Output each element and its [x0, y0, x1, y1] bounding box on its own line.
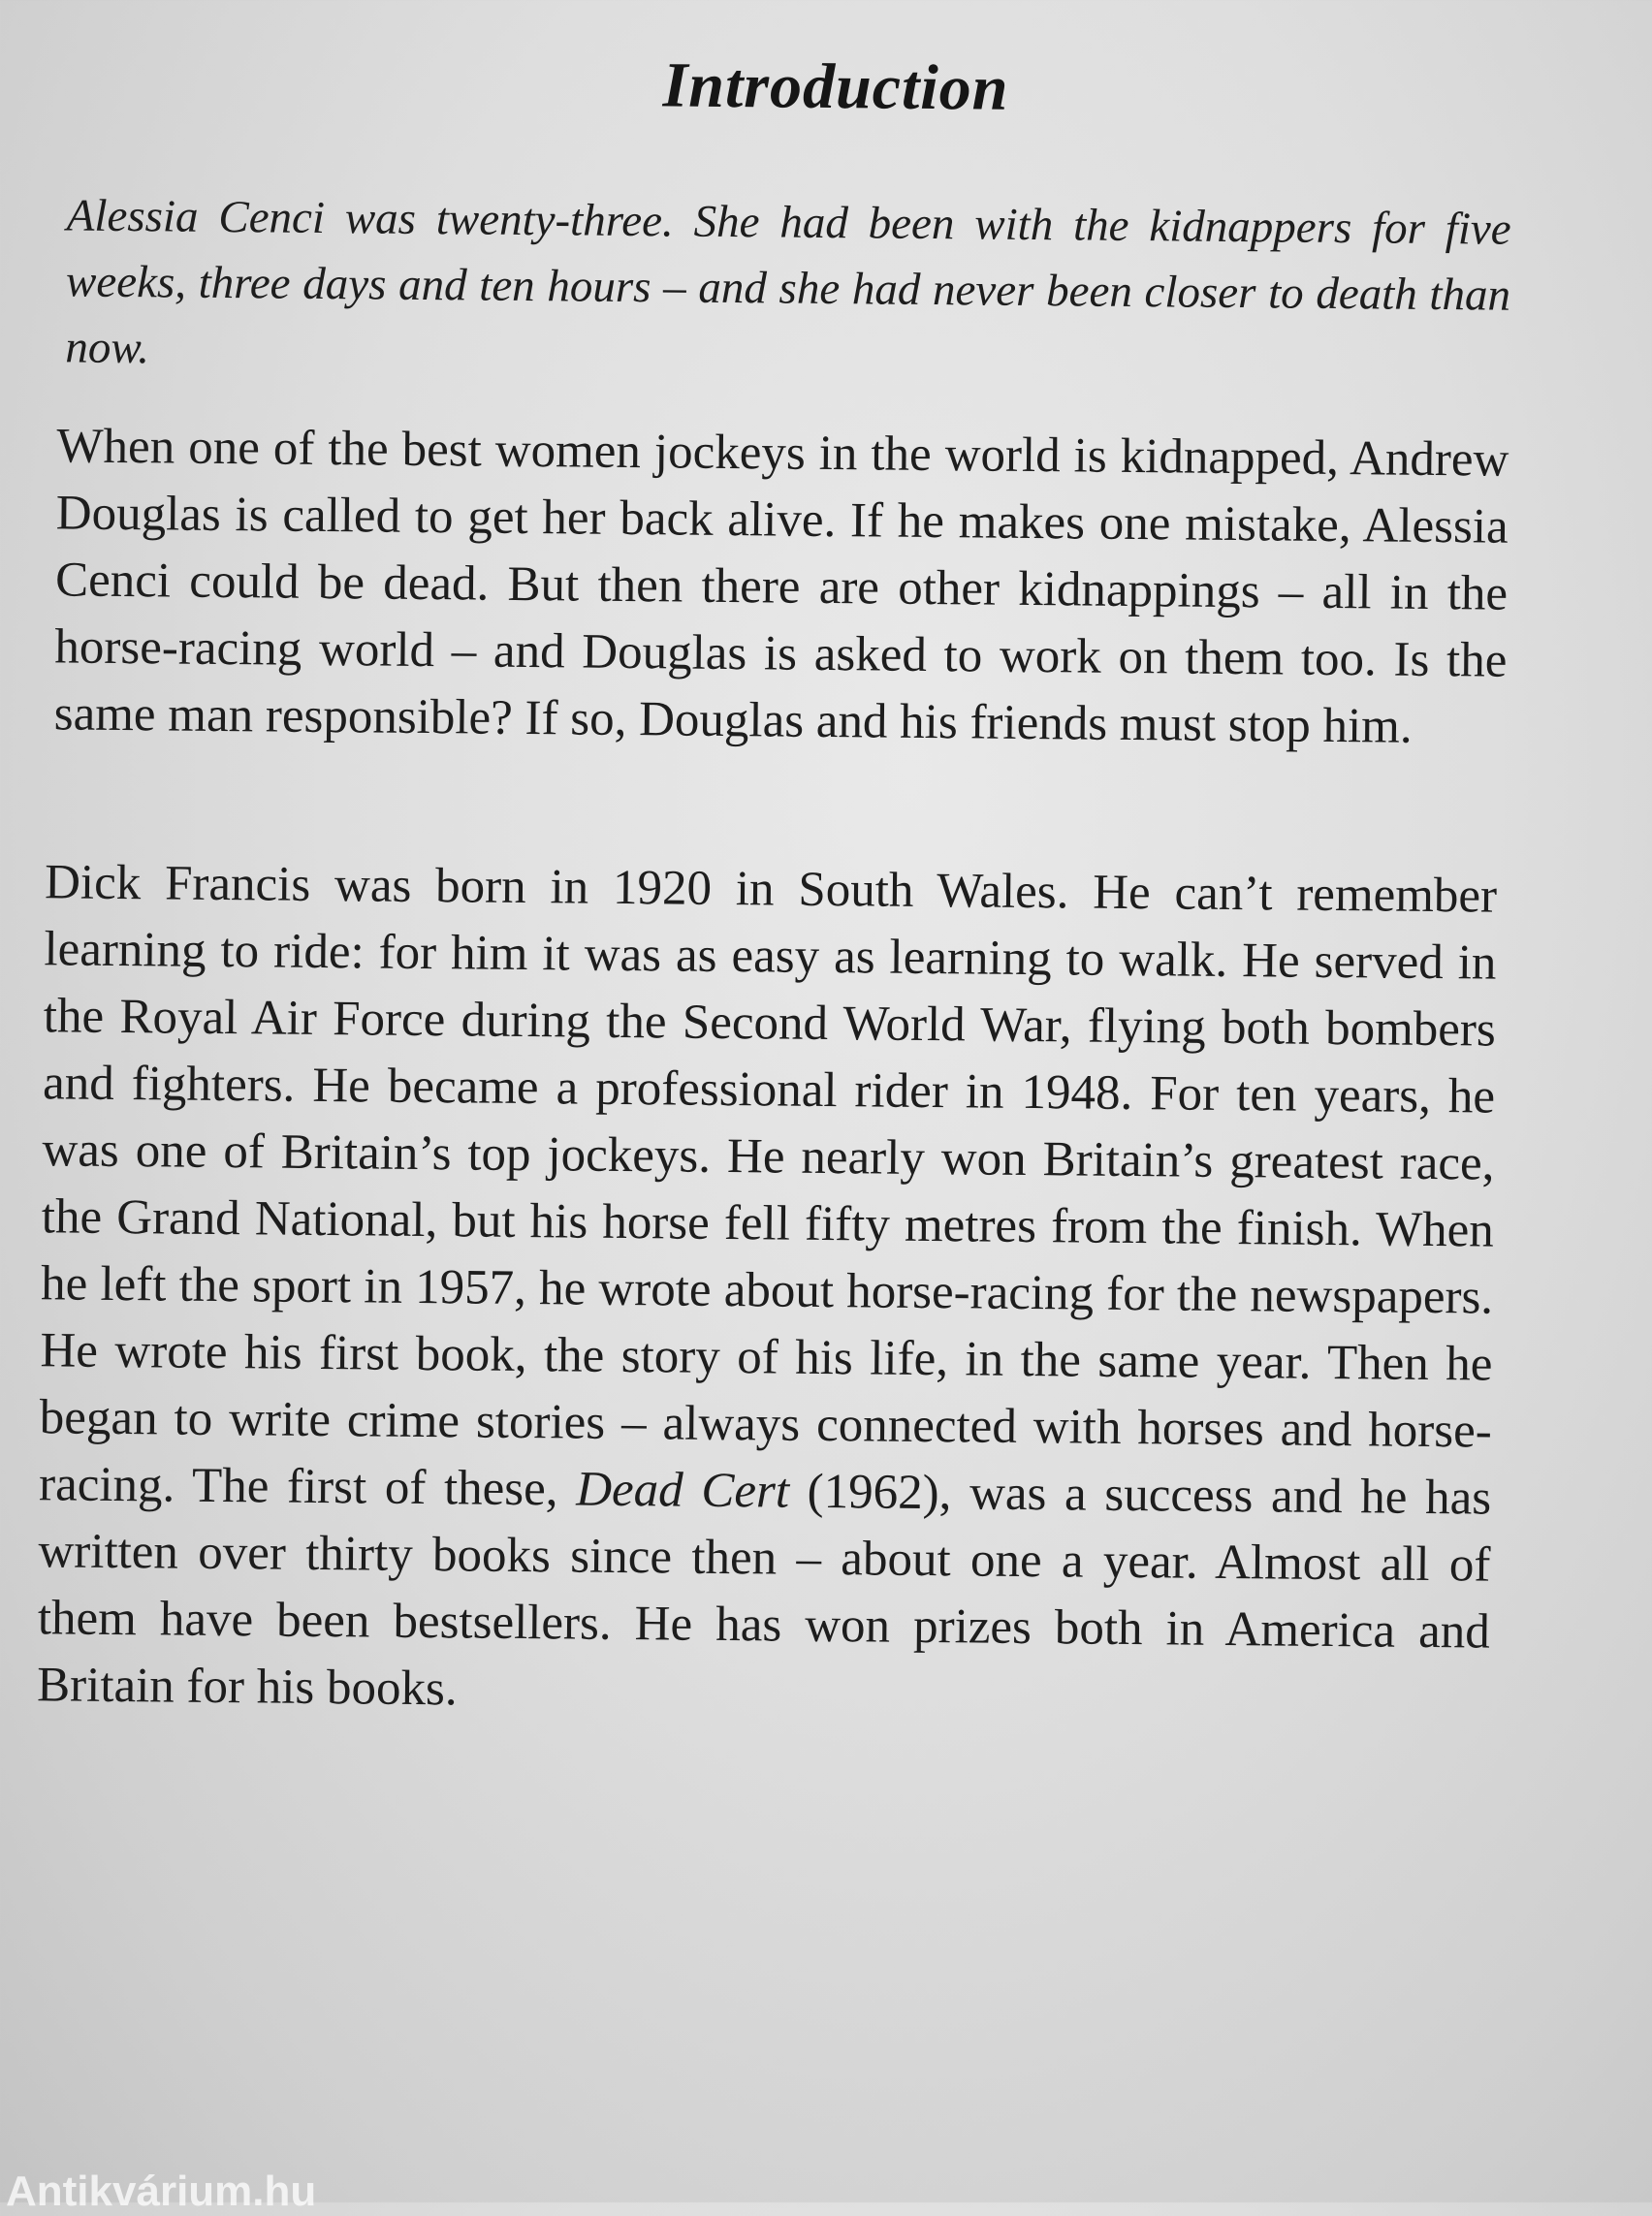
author-bio-text-end: (1962), was a success and he has written over thirty books since then – about one a year. Almost all of them have been bestsellers. He has won prizes both in America and Britain for his books.: [36, 1464, 1492, 1717]
intro-italic-paragraph: Alessia Cenci was twenty-three. She had been with the kidnappers for five weeks, three days and ten hours – and she had never been closer to death than now.: [65, 190, 1511, 374]
author-bio-paragraph: [37, 849, 1498, 1732]
synopsis-paragraph: When one of the best women jockeys in the world is kidnapped, Andrew Douglas is called to get her back alive. If he makes one mistake, Alessia Cenci could be dead. But then there are other kidnappings – all in the horse-racing world – and Douglas is asked to work on them too. Is the same man responsible? If so, Douglas and his friends must stop him.: [53, 419, 1509, 754]
book-title-dead-cert: Dead Cert: [575, 1462, 790, 1519]
page-title: Introduction: [662, 49, 1009, 124]
author-bio-text-start: Dick Francis was born in 1920 in South Wales. He can’t remember learning to ride: for him it was as easy as learning to walk. He served in the Royal Air Force during the Second World War, flying both bombers and fighters. He became a professional rider in 1948. For ten years, he was one of Britain’s top jockeys. He nearly won Britain’s greatest race, the Grand National, but his horse fell fifty metres from the finish. When he left the sport in 1957, he wrote about horse-racing for the newspapers. He wrote his first book, the story of his life, in the same year. Then he began to write crime stories – always connected with horses and horse-racing. The first of these,: [38, 855, 1498, 1517]
watermark: Antikvárium.hu: [6, 2168, 317, 2215]
